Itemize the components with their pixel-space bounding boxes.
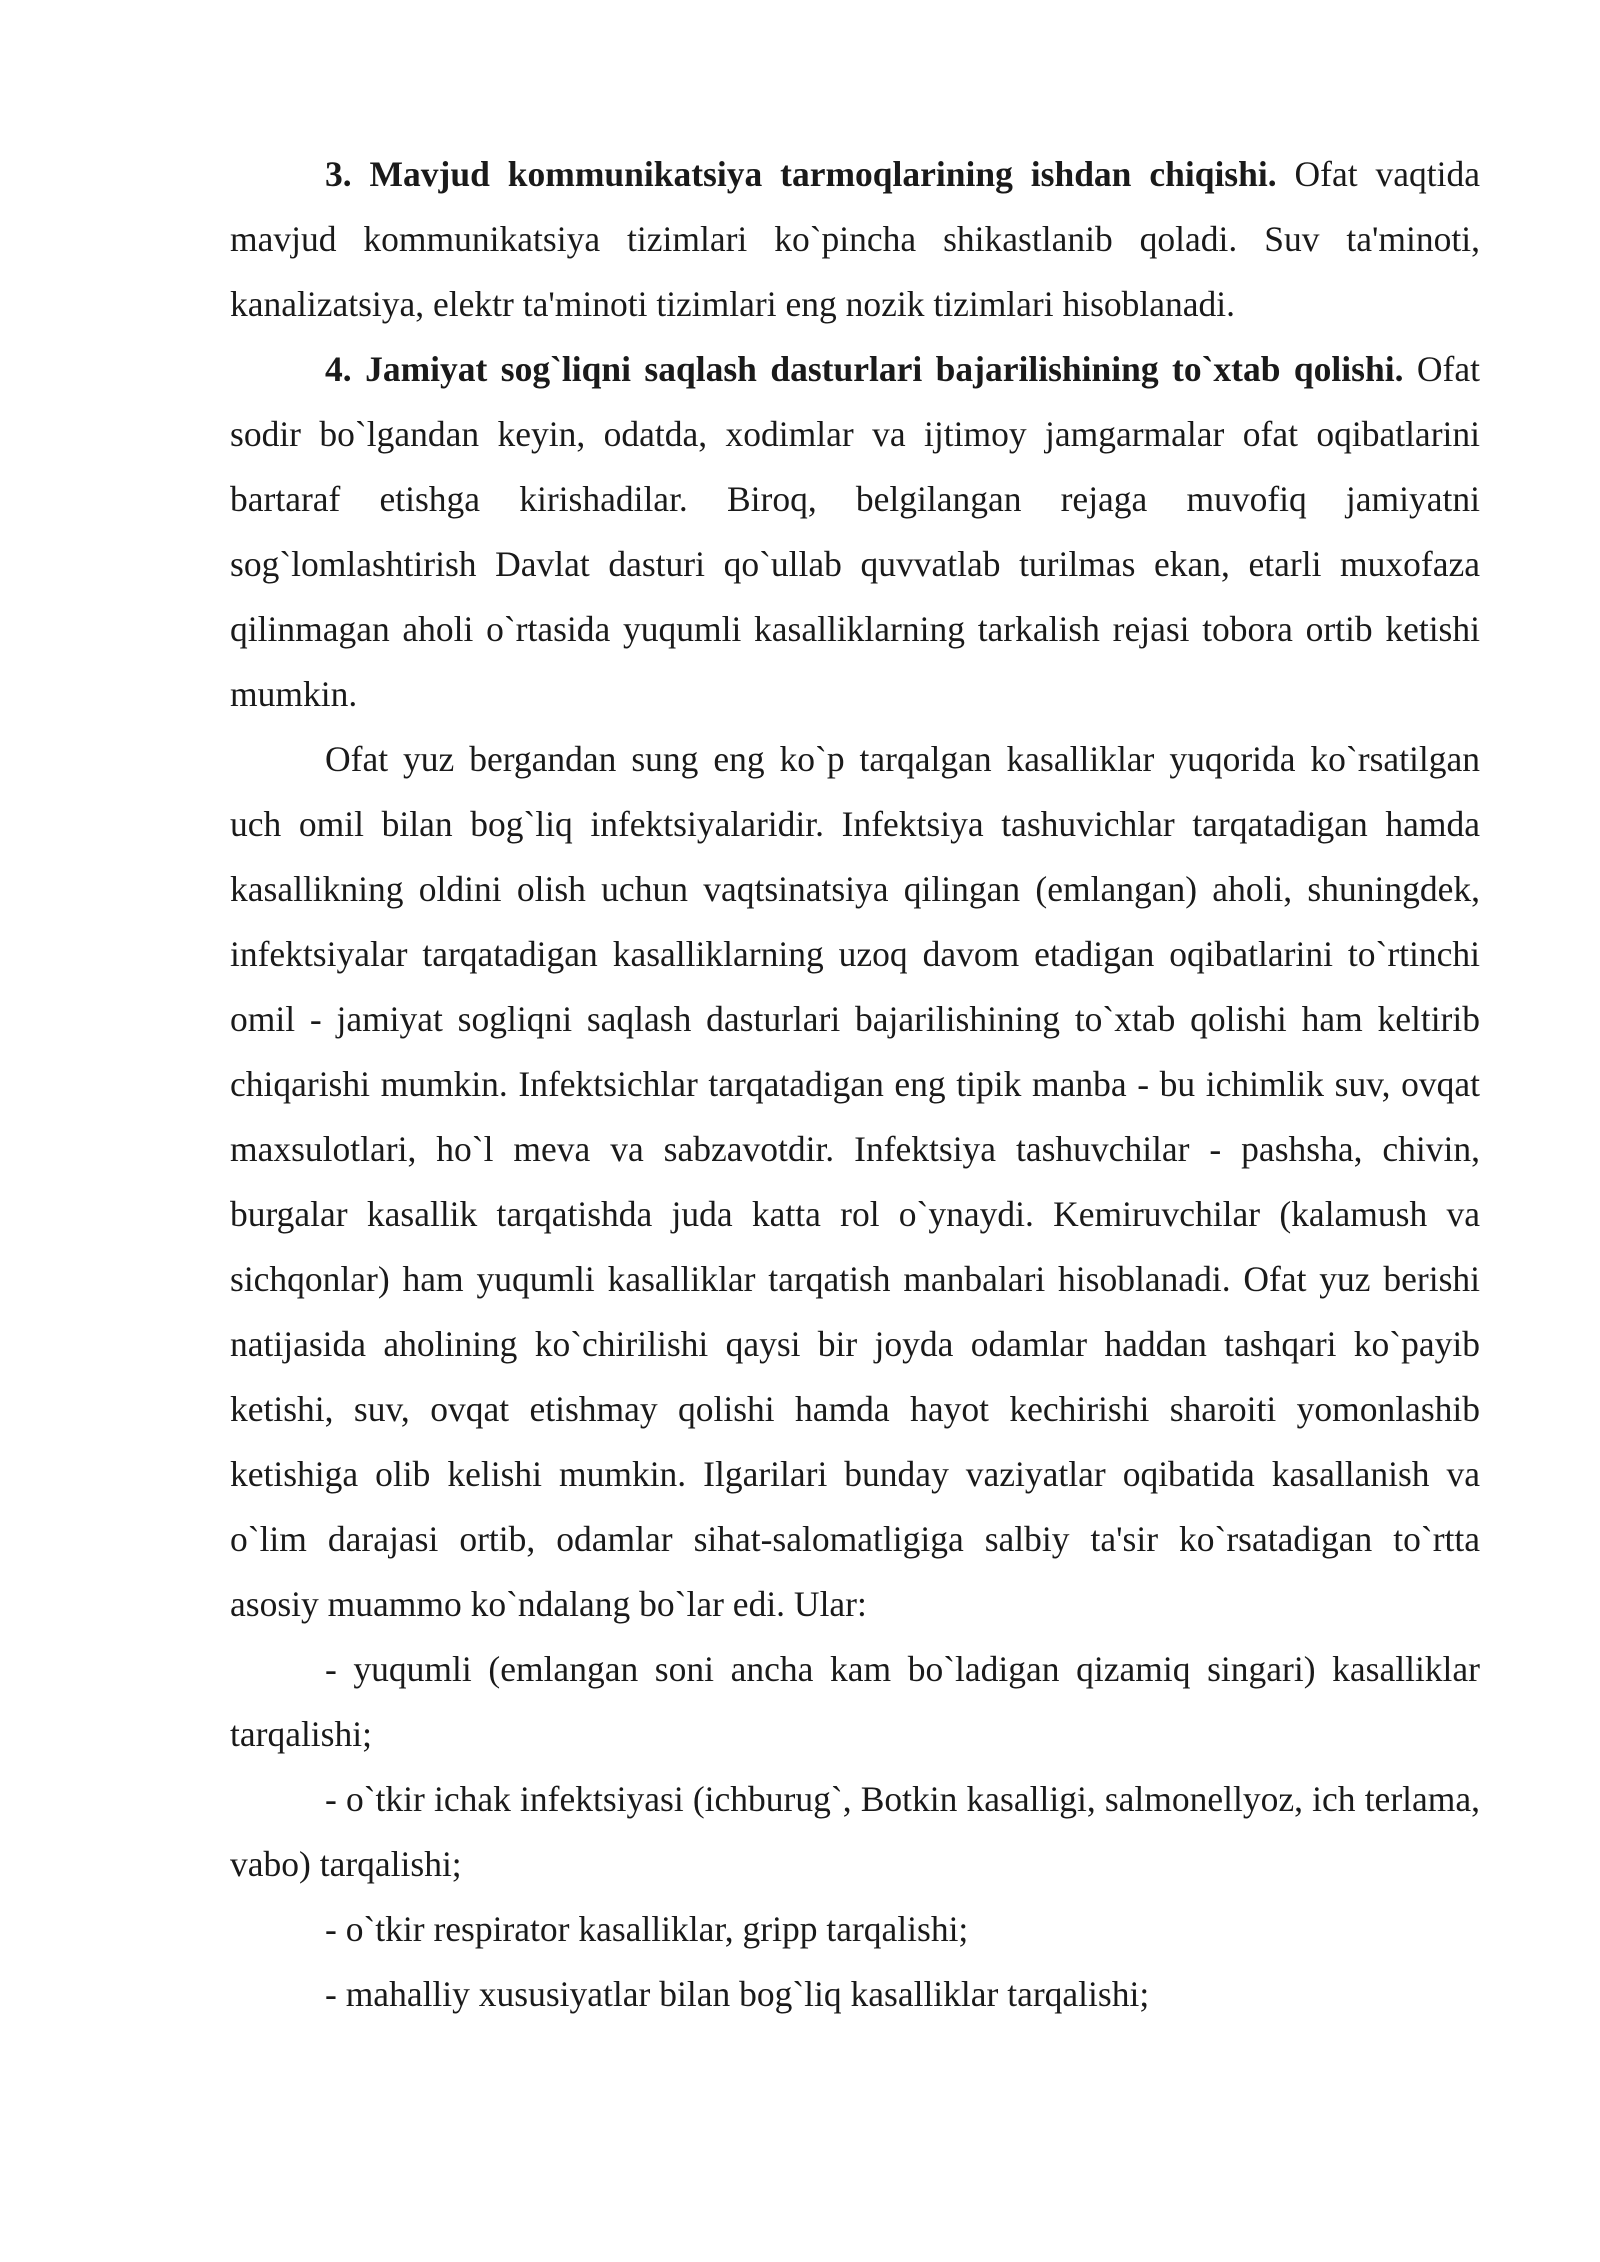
document-page: [230, 142, 1480, 2027]
list-item: - yuqumli (emlangan soni ancha kam bo`ladigan qizamiq singari) kasalliklar tarqalishi;: [230, 1649, 1480, 1754]
paragraph-text: Ofat yuz bergandan sung eng ko`p tarqalgan kasalliklar yuqorida ko`rsatilgan uch omil bilan bog`liq infektsiyalaridir. Infektsiya tashuvichlar tarqatadigan hamda kasallikning oldini olish uchun vaqtsinatsiya qilingan (emlangan) aholi, shuningdek, infektsiyalar tarqatadigan kasalliklarning uzoq davom etadigan oqibatlarini to`rtinchi omil - jamiyat sogliqni saqlash dasturlari bajarilishining to`xtab qolishi ham keltirib chiqarishi mumkin. Infektsichlar tarqatadigan eng tipik manba - bu ichimlik suv, ovqat maxsulotlari, ho`l meva va sabzavotdir. Infektsiya tashuvchilar - pashsha, chivin, burgalar kasallik tarqatishda juda katta rol o`ynaydi. Kemiruvchilar (kalamush va sichqonlar) ham yuqumli kasalliklar tarqatish manbalari hisoblanadi. Ofat yuz berishi natijasida aholining ko`chirilishi qaysi bir joyda odamlar haddan tashqari ko`payib ketishi, suv, ovqat etishmay qolishi hamda hayot kechirishi sharoiti yomonlashib ketishiga olib kelishi mumkin. Ilgarilari bunday vaziyatlar oqibatida kasallanish va o`lim darajasi ortib, odamlar sihat-salomatligiga salbiy ta'sir ko`rsatadigan to`rtta asosiy muammo ko`ndalang bo`lar edi. Ular:: [230, 739, 1480, 1624]
paragraph-infections: [230, 727, 1480, 1637]
paragraph-communication-networks: [230, 142, 1480, 337]
paragraph-heading: 4. Jamiyat sog`liqni saqlash dasturlari bajarilishining to`xtab qolishi.: [325, 349, 1404, 389]
list-item: - o`tkir ichak infektsiyasi (ichburug`, Botkin kasalligi, salmonellyoz, ich terlama, vabo) tarqalishi;: [230, 1779, 1480, 1884]
list-item: - mahalliy xususiyatlar bilan bog`liq kasalliklar tarqalishi;: [325, 1974, 1150, 2014]
paragraph-text: Ofat sodir bo`lgandan keyin, odatda, xodimlar va ijtimoy jamgarmalar ofat oqibatlarini bartaraf etishga kirishadilar. Biroq, belgilangan rejaga muvofiq jamiyatni sog`lomlashtirish Davlat dasturi qo`ullab quvvatlab turilmas ekan, etarli muxofaza qilinmagan aholi o`rtasida yuqumli kasalliklarning tarkalish rejasi tobora ortib ketishi mumkin.: [230, 349, 1480, 714]
paragraph-health-programs: [230, 337, 1480, 727]
paragraph-heading: 3. Mavjud kommunikatsiya tarmoqlarining ishdan chiqishi.: [325, 154, 1277, 194]
paragraph-text: Ofat vaqtida mavjud kommunikatsiya tizimlari ko`pincha shikastlanib qoladi. Suv ta'minoti, kanalizatsiya, elektr ta'minoti tizimlari eng nozik tizimlari hisoblanadi.: [230, 154, 1480, 324]
list-item: - o`tkir respirator kasalliklar, gripp tarqalishi;: [325, 1909, 969, 1949]
